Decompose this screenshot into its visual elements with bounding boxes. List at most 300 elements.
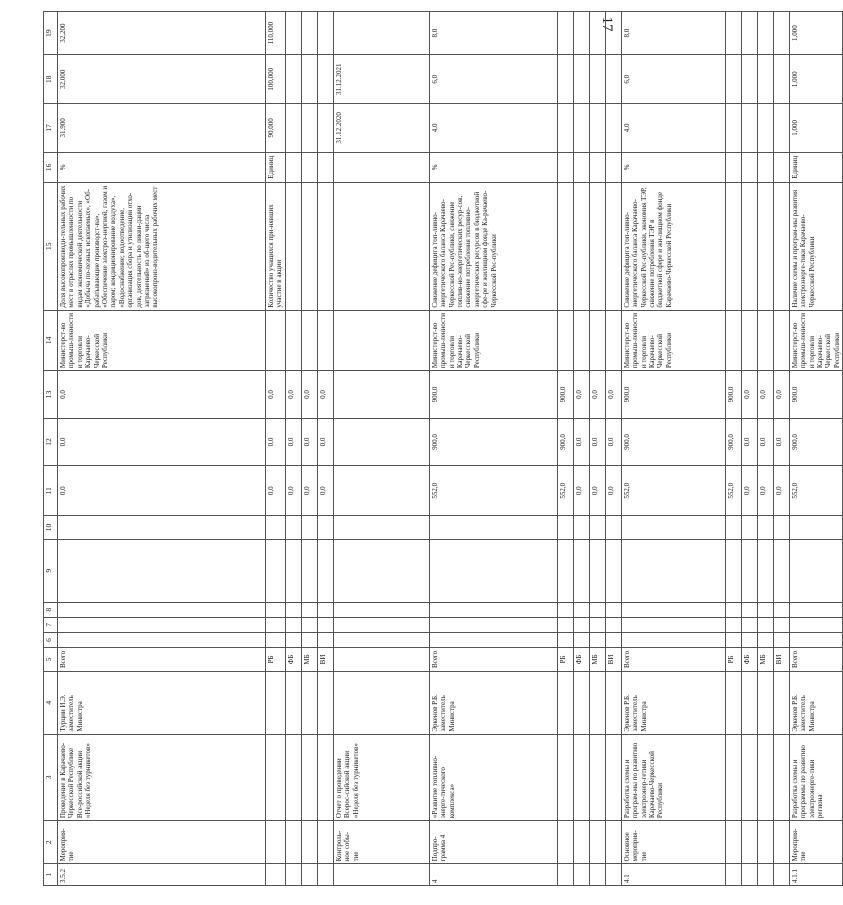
table-cell: [429, 617, 557, 632]
table-cell: [741, 516, 757, 540]
table-cell: [429, 516, 557, 540]
header-cell: 19: [44, 12, 58, 55]
header-cell: 11: [44, 466, 58, 516]
table-cell: 4: [429, 864, 557, 886]
table-cell: [725, 152, 741, 182]
table-cell: [773, 182, 789, 310]
table-cell: 4,0: [621, 104, 725, 153]
table-cell: 0,0: [741, 418, 757, 466]
table-cell: 0,0: [589, 371, 605, 419]
table-cell: [557, 182, 573, 310]
table-cell: [621, 632, 725, 647]
table-cell: [741, 864, 757, 886]
table-cell: Снижение дефицита топ-ливно-энергетического баланса Карачаево-Черкесской Рес-публики, снижение топлив-но-энергетических ресур-сов, снижение потребления топливно-энергетических ресурсов в бюджетной сфе-ре и жилищном фонде Ка-рачаево-Черкесской Рес-публики: [429, 182, 557, 310]
table-cell: [557, 12, 573, 55]
table-cell: [557, 617, 573, 632]
table-row: [58, 12, 266, 886]
table-cell: [317, 734, 333, 821]
table-cell: [621, 617, 725, 632]
table-cell: [333, 182, 429, 310]
table-cell: [333, 539, 429, 602]
table-cell: [789, 539, 842, 602]
table-row: [285, 12, 301, 886]
table-cell: 0,0: [773, 466, 789, 516]
table-cell: [317, 539, 333, 602]
table-cell: [301, 12, 317, 55]
table-cell: [333, 12, 429, 55]
table-cell: [757, 182, 773, 310]
table-cell: [317, 104, 333, 153]
table-cell: [266, 734, 286, 821]
table-cell: [301, 55, 317, 104]
table-cell: [301, 104, 317, 153]
table-cell: [589, 734, 605, 821]
table-cell: Единиц: [266, 152, 286, 182]
table-cell: 100,000: [266, 55, 286, 104]
table-cell: [317, 602, 333, 617]
table-cell: ВИ: [317, 648, 333, 672]
header-cell: 18: [44, 55, 58, 104]
table-cell: РБ: [266, 648, 286, 672]
table-cell: [301, 734, 317, 821]
table-cell: [589, 516, 605, 540]
table-cell: [789, 516, 842, 540]
table-cell: [301, 310, 317, 371]
table-cell: 0,0: [301, 418, 317, 466]
table-cell: [773, 539, 789, 602]
table-cell: Количество учащихся при-нявших участие в акции: [266, 182, 286, 310]
table-cell: [557, 104, 573, 153]
page-number: 17: [599, 16, 615, 32]
table-cell: 552,0: [429, 466, 557, 516]
table-cell: [285, 182, 301, 310]
table-row: [589, 12, 605, 886]
table-cell: 31.12.2020: [333, 104, 429, 153]
table-cell: [285, 821, 301, 864]
table-cell: Министерст-во промыш-ленности и торговли Карачаево-Черкесской Республики: [789, 310, 842, 371]
table-cell: [605, 310, 621, 371]
table-cell: [605, 602, 621, 617]
table-cell: [773, 104, 789, 153]
table-row: [573, 12, 589, 886]
table-cell: [573, 182, 589, 310]
table-cell: [589, 55, 605, 104]
table-cell: [285, 12, 301, 55]
table-cell: 0,0: [285, 466, 301, 516]
table-cell: [725, 671, 741, 734]
table-cell: [301, 617, 317, 632]
table-cell: [285, 310, 301, 371]
header-cell: 4: [44, 671, 58, 734]
table-cell: [58, 617, 266, 632]
table-cell: 90,000: [266, 104, 286, 153]
table-cell: [557, 671, 573, 734]
table-cell: [741, 12, 757, 55]
table-cell: [757, 55, 773, 104]
table-cell: [741, 310, 757, 371]
table-cell: [333, 632, 429, 647]
table-cell: [429, 602, 557, 617]
table-cell: 0,0: [773, 418, 789, 466]
table-row: [317, 12, 333, 886]
table-row: [301, 12, 317, 886]
table-cell: [789, 617, 842, 632]
table-cell: [773, 821, 789, 864]
table-cell: 0,0: [301, 466, 317, 516]
header-cell: 7: [44, 617, 58, 632]
header-cell: 15: [44, 182, 58, 310]
table-row: [557, 12, 573, 886]
table-cell: %: [429, 152, 557, 182]
table-cell: 0,0: [573, 371, 589, 419]
header-cell: 16: [44, 152, 58, 182]
table-cell: [725, 104, 741, 153]
table-cell: 1,000: [789, 104, 842, 153]
table-cell: [773, 734, 789, 821]
table-cell: Мероприя-тие: [58, 821, 266, 864]
table-cell: Министерст-во промыш-ленности и торговли Карачаево-Черкесской Республики: [58, 310, 266, 371]
table-cell: [773, 12, 789, 55]
table-cell: [589, 632, 605, 647]
table-cell: [589, 602, 605, 617]
table-cell: [266, 539, 286, 602]
table-cell: 8,0: [621, 12, 725, 55]
table-cell: [573, 632, 589, 647]
table-cell: [789, 602, 842, 617]
table-cell: %: [621, 152, 725, 182]
table-cell: [773, 310, 789, 371]
table-row: [789, 12, 842, 886]
table-cell: [285, 632, 301, 647]
table-cell: [725, 539, 741, 602]
table-cell: Доля высокопроизводи-тельных рабочих мест в отраслях промышленности по видам экономической деятельности «Добыча по-лезных ископаемых», «Об-рабатывающие производст-ва», «Обеспечение электроэ-нергией, газом и паром; кондиционирование воздуха», «Водоснабжение; водоотведение, организация сбора и утилизации отхо-дов, деятельность по ликви-дации загрязнений» из об-щего числа высокопроиз-водительных рабочих мест: [58, 182, 266, 310]
table-cell: [589, 821, 605, 864]
table-cell: 0,0: [317, 371, 333, 419]
table-cell: [741, 617, 757, 632]
table-cell: [573, 55, 589, 104]
table-cell: [621, 516, 725, 540]
table-cell: МБ: [301, 648, 317, 672]
table-cell: [285, 539, 301, 602]
table-cell: Наличие схемы и програм-мы развития электроэнерге-тики Карачаево-Черкесской Республики: [789, 182, 842, 310]
table-cell: [266, 821, 286, 864]
table-cell: [266, 864, 286, 886]
table-cell: Снижение дефицита топ-ливно-энергетического баланса Карачаево-Черкесской Рес-публики, экономия ТЭР, снижение потребления ТЭР в бюджетной сфере и жи-лищном фонде Карачаево-Черкесской Республики: [621, 182, 725, 310]
table-cell: [429, 632, 557, 647]
table-cell: [589, 12, 605, 55]
table-cell: [605, 182, 621, 310]
table-cell: [573, 12, 589, 55]
table-cell: [317, 821, 333, 864]
header-cell: 8: [44, 602, 58, 617]
table-cell: [773, 632, 789, 647]
table-cell: Разработка схемы и програм-мы по развитию электроэнер-гетики Карачаево-Черкесской Республики: [621, 734, 725, 821]
table-row: [621, 12, 725, 886]
table-cell: [757, 632, 773, 647]
table-cell: 0,0: [58, 466, 266, 516]
table-cell: [333, 516, 429, 540]
table-cell: [725, 12, 741, 55]
rotated-page-content: [43, 11, 841, 886]
table-cell: [285, 602, 301, 617]
table-cell: [557, 632, 573, 647]
table-cell: [741, 539, 757, 602]
table-cell: [317, 55, 333, 104]
table-cell: ФБ: [741, 648, 757, 672]
table-cell: [573, 821, 589, 864]
table-cell: [773, 671, 789, 734]
table-cell: 6,0: [429, 55, 557, 104]
table-cell: [557, 864, 573, 886]
table-cell: [741, 734, 757, 821]
table-cell: 552,0: [557, 466, 573, 516]
table-cell: [725, 55, 741, 104]
table-cell: 0,0: [605, 418, 621, 466]
table-cell: [317, 182, 333, 310]
table-cell: [285, 671, 301, 734]
table-cell: 6,0: [621, 55, 725, 104]
table-cell: [573, 617, 589, 632]
table-cell: 3.5.2: [58, 864, 266, 886]
table-cell: [557, 516, 573, 540]
table-row: [741, 12, 757, 886]
table-cell: [58, 516, 266, 540]
table-cell: [301, 671, 317, 734]
table-cell: [789, 632, 842, 647]
table-cell: 1,000: [789, 55, 842, 104]
table-cell: [605, 671, 621, 734]
table-cell: [317, 632, 333, 647]
table-cell: [573, 539, 589, 602]
table-cell: 4.1: [621, 864, 725, 886]
table-cell: [589, 182, 605, 310]
table-cell: [557, 602, 573, 617]
table-row: [266, 12, 286, 886]
table-cell: [573, 602, 589, 617]
table-cell: [285, 104, 301, 153]
table-cell: 31.12.2021: [333, 55, 429, 104]
table-cell: 0,0: [773, 371, 789, 419]
table-cell: [589, 152, 605, 182]
table-cell: [757, 821, 773, 864]
table-cell: Эркенов Р.Б. заместитель Министра: [621, 671, 725, 734]
table-cell: [589, 539, 605, 602]
table-cell: 0,0: [285, 371, 301, 419]
table-cell: Эркенов Р.Б. заместитель Министра: [429, 671, 557, 734]
table-cell: 900,0: [557, 418, 573, 466]
table-cell: [725, 734, 741, 821]
program-table: [43, 11, 843, 886]
table-cell: 900,0: [789, 418, 842, 466]
table-cell: [285, 152, 301, 182]
table-cell: 0,0: [266, 418, 286, 466]
table-cell: [773, 617, 789, 632]
table-cell: [333, 418, 429, 466]
table-cell: [333, 671, 429, 734]
table-cell: Министерст-во промыш-ленности и торговли Карачаево-Черкесской Республики: [429, 310, 557, 371]
table-cell: [266, 602, 286, 617]
table-cell: [605, 152, 621, 182]
table-cell: ВИ: [605, 648, 621, 672]
table-cell: [605, 617, 621, 632]
table-cell: [573, 152, 589, 182]
table-cell: 552,0: [725, 466, 741, 516]
header-cell: 13: [44, 371, 58, 419]
table-cell: 0,0: [589, 466, 605, 516]
table-cell: [725, 864, 741, 886]
table-cell: [333, 864, 429, 886]
table-cell: 0,0: [605, 371, 621, 419]
table-cell: 552,0: [621, 466, 725, 516]
table-cell: Всего: [58, 648, 266, 672]
table-cell: %: [58, 152, 266, 182]
table-cell: 0,0: [757, 466, 773, 516]
table-cell: [757, 104, 773, 153]
table-cell: 1,000: [789, 12, 842, 55]
table-cell: 0,0: [573, 466, 589, 516]
table-cell: [333, 617, 429, 632]
table-cell: [589, 104, 605, 153]
table-cell: [725, 602, 741, 617]
table-cell: [725, 632, 741, 647]
table-cell: [605, 55, 621, 104]
table-cell: [741, 182, 757, 310]
header-cell: 14: [44, 310, 58, 371]
table-cell: 0,0: [589, 418, 605, 466]
table-cell: 0,0: [58, 418, 266, 466]
table-cell: РБ: [557, 648, 573, 672]
table-cell: [757, 617, 773, 632]
table-cell: 0,0: [741, 466, 757, 516]
table-cell: [58, 632, 266, 647]
table-cell: [773, 55, 789, 104]
table-cell: [266, 632, 286, 647]
table-cell: [573, 864, 589, 886]
table-cell: [589, 864, 605, 886]
table-row: [429, 12, 557, 886]
table-cell: 900,0: [621, 371, 725, 419]
table-cell: [317, 12, 333, 55]
table-cell: 900,0: [789, 371, 842, 419]
table-cell: [285, 864, 301, 886]
table-cell: [301, 864, 317, 886]
table-cell: [757, 864, 773, 886]
table-cell: [557, 734, 573, 821]
table-cell: [301, 821, 317, 864]
table-cell: [573, 516, 589, 540]
table-cell: 0,0: [573, 418, 589, 466]
table-cell: 0,0: [605, 466, 621, 516]
table-cell: 110,000: [266, 12, 286, 55]
table-cell: 0,0: [285, 418, 301, 466]
table-cell: [589, 617, 605, 632]
table-cell: 0,0: [301, 371, 317, 419]
table-cell: 900,0: [725, 371, 741, 419]
table-cell: [317, 617, 333, 632]
table-cell: [741, 602, 757, 617]
table-cell: [773, 516, 789, 540]
table-cell: [301, 632, 317, 647]
table-cell: [605, 864, 621, 886]
table-cell: 0,0: [266, 371, 286, 419]
table-cell: 0,0: [741, 371, 757, 419]
table-cell: 0,0: [58, 371, 266, 419]
table-cell: 900,0: [621, 418, 725, 466]
table-cell: [285, 617, 301, 632]
table-cell: [333, 602, 429, 617]
table-cell: Основное мероприя-тие: [621, 821, 725, 864]
table-cell: [301, 539, 317, 602]
header-cell: 9: [44, 539, 58, 602]
table-cell: Контроль-ное собы-тие: [333, 821, 429, 864]
table-cell: 31,900: [58, 104, 266, 153]
table-cell: [589, 671, 605, 734]
header-cell: 10: [44, 516, 58, 540]
table-cell: Мероприя-тие: [789, 821, 842, 864]
table-row: [757, 12, 773, 886]
table-cell: [621, 602, 725, 617]
table-cell: [301, 602, 317, 617]
table-cell: [573, 310, 589, 371]
table-cell: [725, 310, 741, 371]
table-cell: [741, 152, 757, 182]
table-cell: [285, 516, 301, 540]
table-cell: Турции И.Э. заместитель Министра: [58, 671, 266, 734]
table-cell: 0,0: [757, 418, 773, 466]
header-cell: 5: [44, 648, 58, 672]
table-cell: [757, 152, 773, 182]
table-cell: Подпро-грамма 4: [429, 821, 557, 864]
table-cell: [573, 734, 589, 821]
table-cell: [266, 516, 286, 540]
table-cell: 0,0: [317, 466, 333, 516]
table-cell: [757, 671, 773, 734]
table-cell: [605, 632, 621, 647]
table-cell: Всего: [429, 648, 557, 672]
table-cell: [301, 516, 317, 540]
table-row: [773, 12, 789, 886]
table-cell: [773, 602, 789, 617]
table-cell: [266, 617, 286, 632]
table-cell: [333, 371, 429, 419]
table-cell: 552,0: [789, 466, 842, 516]
table-cell: [557, 539, 573, 602]
table-cell: [317, 516, 333, 540]
table-cell: [333, 152, 429, 182]
table-cell: 0,0: [317, 418, 333, 466]
table-cell: [757, 734, 773, 821]
header-cell: 17: [44, 104, 58, 153]
table-cell: 8,0: [429, 12, 557, 55]
header-cell: 6: [44, 632, 58, 647]
table-cell: «Развитие топливно- энерге-тического комплекса»: [429, 734, 557, 821]
table-cell: 900,0: [557, 371, 573, 419]
table-cell: [773, 152, 789, 182]
table-cell: Проведение в Карачаево-Черкесской Республике Все-российской акции «Неделя без турникетов»: [58, 734, 266, 821]
table-cell: [741, 821, 757, 864]
table-cell: 32,200: [58, 12, 266, 55]
table-cell: Всего: [621, 648, 725, 672]
header-cell: 3: [44, 734, 58, 821]
table-cell: [605, 734, 621, 821]
table-cell: [725, 516, 741, 540]
table-cell: [573, 671, 589, 734]
table-cell: [333, 310, 429, 371]
table-cell: [725, 617, 741, 632]
table-cell: Всего: [789, 648, 842, 672]
table-cell: [266, 671, 286, 734]
table-cell: [333, 648, 429, 672]
